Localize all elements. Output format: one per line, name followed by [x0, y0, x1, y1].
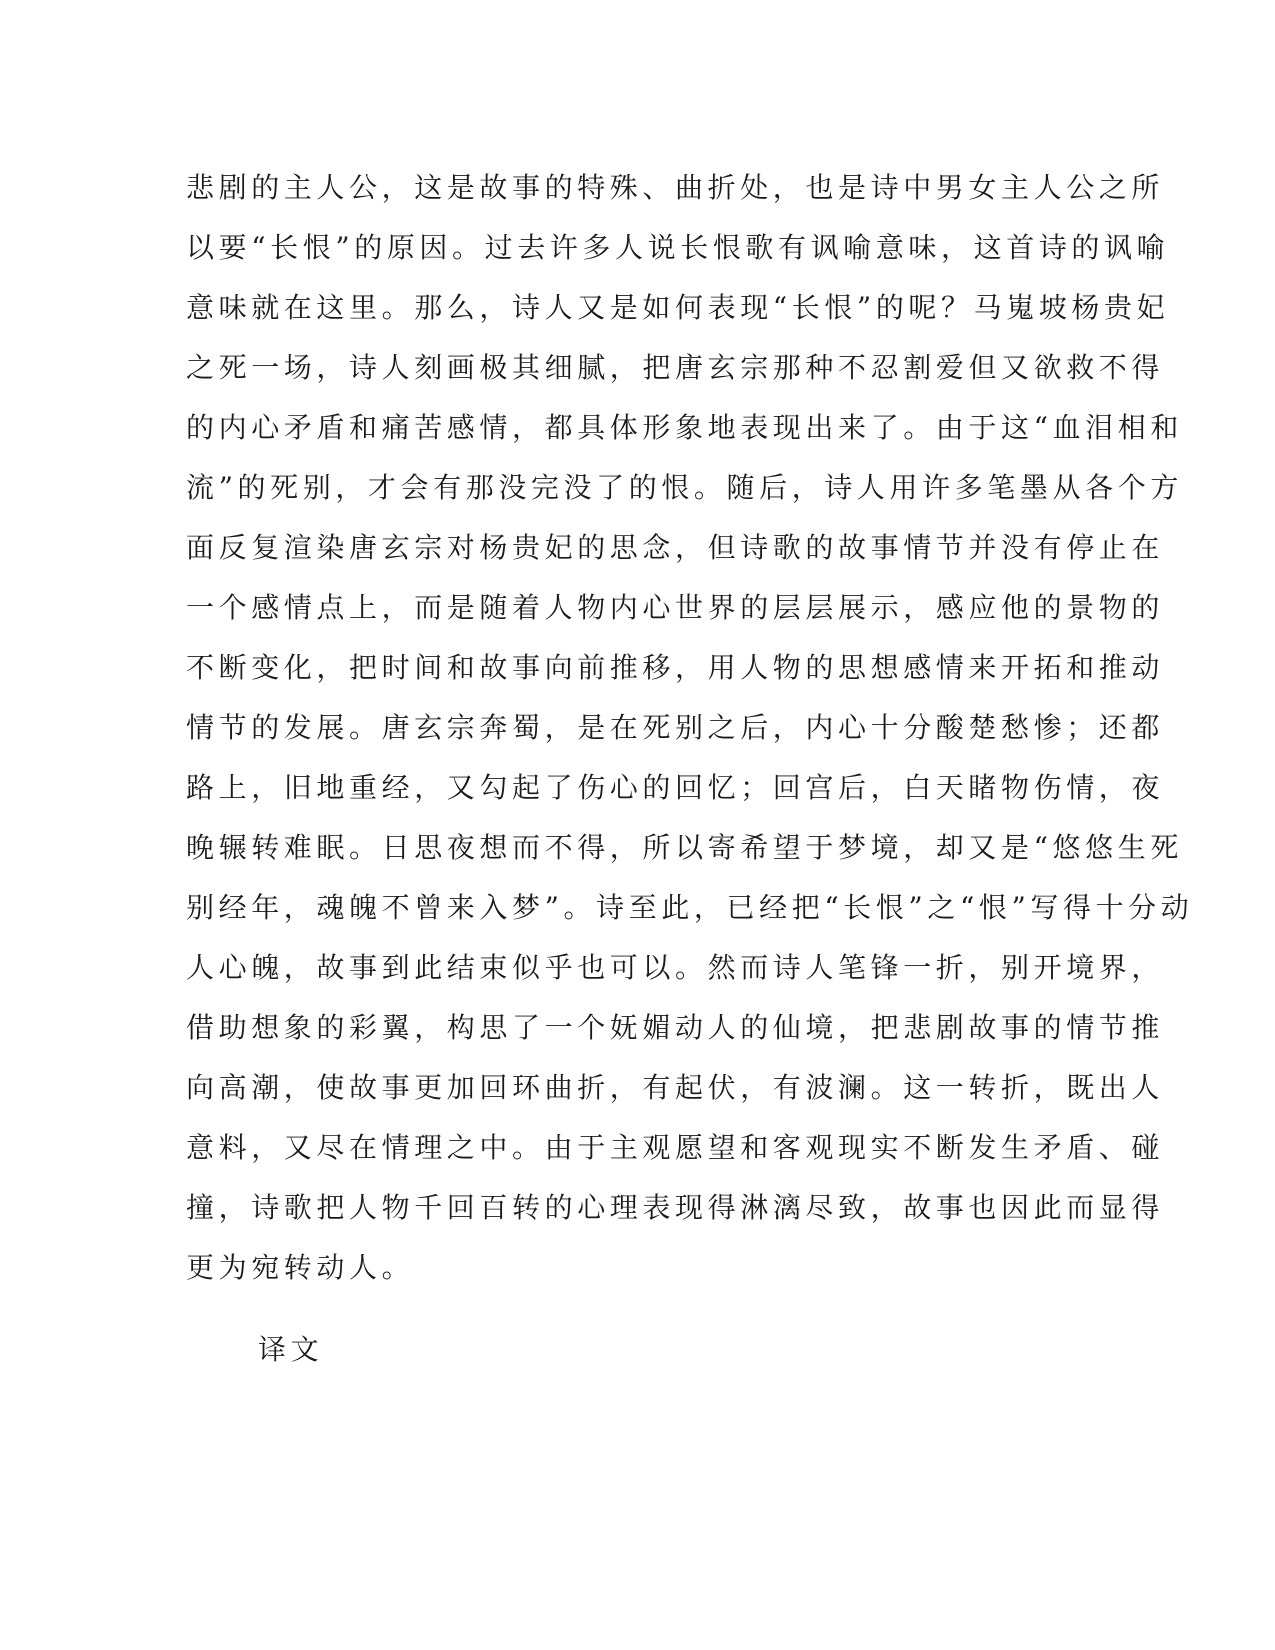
paragraph-line: 人心魄，故事到此结束似乎也可以。然而诗人笔锋一折，别开境界， [186, 951, 1165, 984]
paragraph-line: 的内心矛盾和痛苦感情，都具体形象地表现出来了。由于这“血泪相和 [186, 411, 1183, 444]
paragraph-line: 面反复渲染唐玄宗对杨贵妃的思念，但诗歌的故事情节并没有停止在 [186, 531, 1165, 564]
paragraph-line: 流”的死别，才会有那没完没了的恨。随后，诗人用许多笔墨从各个方 [186, 471, 1183, 504]
paragraph-line: 路上，旧地重经，又勾起了伤心的回忆；回宫后，白天睹物伤情，夜 [186, 771, 1165, 804]
paragraph-line: 借助想象的彩翼，构思了一个妩媚动人的仙境，把悲剧故事的情节推 [186, 1011, 1165, 1044]
paragraph-line: 情节的发展。唐玄宗奔蜀，是在死别之后，内心十分酸楚愁惨；还都 [186, 711, 1165, 744]
paragraph-line: 向高潮，使故事更加回环曲折，有起伏，有波澜。这一转折，既出人 [186, 1071, 1165, 1104]
paragraph-line: 晚辗转难眠。日思夜想而不得，所以寄希望于梦境，却又是“悠悠生死 [186, 831, 1183, 864]
paragraph-line: 撞，诗歌把人物千回百转的心理表现得淋漓尽致，故事也因此而显得 [186, 1191, 1165, 1224]
body-paragraph [186, 158, 1194, 1298]
paragraph-line: 意味就在这里。那么，诗人又是如何表现“长恨”的呢？马嵬坡杨贵妃 [186, 291, 1170, 324]
paragraph-line: 一个感情点上，而是随着人物内心世界的层层展示，感应他的景物的 [186, 591, 1165, 624]
paragraph-line: 之死一场，诗人刻画极其细腻，把唐玄宗那种不忍割爱但又欲救不得 [186, 351, 1165, 384]
paragraph-line: 别经年，魂魄不曾来入梦”。诗至此，已经把“长恨”之“恨”写得十分动 [186, 891, 1194, 924]
paragraph-line: 意料，又尽在情理之中。由于主观愿望和客观现实不断发生矛盾、碰 [186, 1131, 1165, 1164]
paragraph-line: 以要“长恨”的原因。过去许多人说长恨歌有讽喻意味，这首诗的讽喻 [186, 231, 1170, 264]
paragraph-line: 更为宛转动人。 [186, 1251, 415, 1284]
paragraph-line: 悲剧的主人公，这是故事的特殊、曲折处，也是诗中男女主人公之所 [186, 171, 1165, 204]
paragraph-line: 不断变化，把时间和故事向前推移，用人物的思想感情来开拓和推动 [186, 651, 1165, 684]
section-heading-translation: 译文 [258, 1333, 324, 1366]
